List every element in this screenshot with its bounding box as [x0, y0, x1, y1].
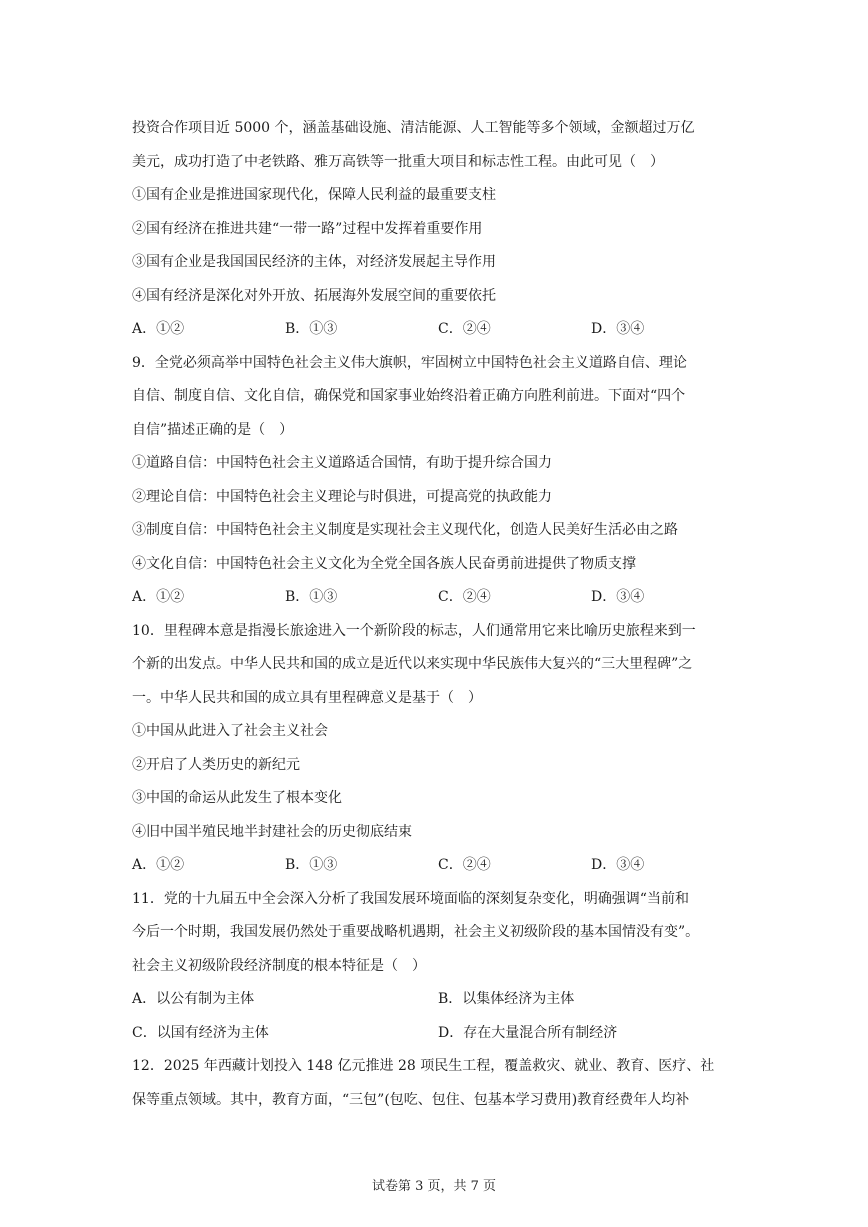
answer-options: [132, 849, 744, 883]
question-10: [132, 615, 744, 883]
question-9: [132, 347, 744, 615]
statement: ④旧中国半殖民地半封建社会的历史彻底结束: [132, 823, 412, 840]
page-content: [132, 112, 744, 1117]
question-stem: 保等重点领域。其中，教育方面，“三包”(包吃、包住、包基本学习费用)教育经费年人均补: [132, 1091, 690, 1108]
option-c: C．②④: [438, 321, 491, 337]
question-stem: 12．2025 年西藏计划投入 148 亿元推进 28 项民生工程，覆盖救灾、就业、教育、医疗、社: [132, 1058, 715, 1074]
option-d: D．③④: [591, 589, 645, 605]
question-stem: 自信、制度自信、文化自信，确保党和国家事业始终沿着正确方向胜利前进。下面对“四个: [132, 388, 686, 404]
option-c: C．以国有经济为主体: [132, 1024, 269, 1041]
option-a: A．①②: [132, 589, 185, 605]
statement: ④文化自信：中国特色社会主义文化为全党全国各族人民奋勇前进提供了物质支撑: [132, 555, 636, 572]
question-stem: 今后一个时期，我国发展仍然处于重要战略机遇期，社会主义初级阶段的基本国情没有变”。: [132, 924, 700, 940]
question-11: [132, 883, 744, 1051]
option-c: C．②④: [438, 857, 491, 873]
statement: ②理论自信：中国特色社会主义理论与时俱进，可提高党的执政能力: [132, 488, 552, 505]
question-stem: 一。中华人民共和国的成立具有里程碑意义是基于（ ）: [132, 689, 482, 706]
statement: ④国有经济是深化对外开放、拓展海外发展空间的重要依托: [132, 287, 496, 304]
option-c: C．②④: [438, 589, 491, 605]
statement: ③国有企业是我国国民经济的主体，对经济发展起主导作用: [132, 254, 496, 270]
option-a: A．①②: [132, 321, 185, 337]
option-d: D．存在大量混合所有制经济: [438, 1024, 618, 1041]
text-line: 投资合作项目近 5000 个，涵盖基础设施、清洁能源、人工智能等多个领域，金额超过万亿: [132, 120, 695, 136]
answer-options: [132, 313, 744, 347]
question-stem: 11．党的十九届五中全会深入分析了我国发展环境面临的深刻复杂变化，明确强调“当前和: [132, 890, 689, 907]
answer-options: [132, 581, 744, 615]
question-stem: 10．里程碑本意是指漫长旅途进入一个新阶段的标志，人们通常用它来比喻历史旅程来到一: [132, 622, 696, 639]
question-stem: 9．全党必须高举中国特色社会主义伟大旗帜，牢固树立中国特色社会主义道路自信、理论: [132, 354, 687, 371]
statement: ③中国的命运从此发生了根本变化: [132, 790, 342, 806]
statement: ①国有企业是推进国家现代化，保障人民利益的最重要支柱: [132, 187, 496, 203]
statement: ②国有经济在推进共建“一带一路”过程中发挥着重要作用: [132, 220, 483, 237]
statement: ②开启了人类历史的新纪元: [132, 756, 300, 773]
statement: ①中国从此进入了社会主义社会: [132, 723, 328, 739]
answer-options: [132, 983, 744, 1017]
question-stem: 社会主义初级阶段经济制度的根本特征是（ ）: [132, 957, 426, 974]
statement: ③制度自信：中国特色社会主义制度是实现社会主义现代化，创造人民美好生活必由之路: [132, 522, 678, 538]
page-footer: 试卷第 3 页，共 7 页: [371, 1179, 497, 1194]
option-b: B．①③: [285, 857, 338, 873]
option-a: A．以公有制为主体: [132, 991, 255, 1007]
question-stem: 个新的出发点。中华人民共和国的成立是近代以来实现中华民族伟大复兴的“三大里程碑”之: [132, 656, 693, 672]
answer-options: [132, 1017, 744, 1051]
option-b: B．①③: [285, 321, 338, 337]
option-b: B．①③: [285, 589, 338, 605]
question-stem: 自信”描述正确的是（ ）: [132, 421, 294, 438]
q8-continued: [132, 112, 744, 347]
text-line: 美元，成功打造了中老铁路、雅万高铁等一批重大项目和标志性工程。由此可见（ ）: [132, 153, 664, 170]
option-d: D．③④: [591, 857, 645, 873]
option-b: B．以集体经济为主体: [438, 991, 575, 1007]
option-d: D．③④: [591, 321, 645, 337]
question-12: [132, 1050, 744, 1117]
option-a: A．①②: [132, 857, 185, 873]
statement: ①道路自信：中国特色社会主义道路适合国情，有助于提升综合国力: [132, 455, 552, 471]
